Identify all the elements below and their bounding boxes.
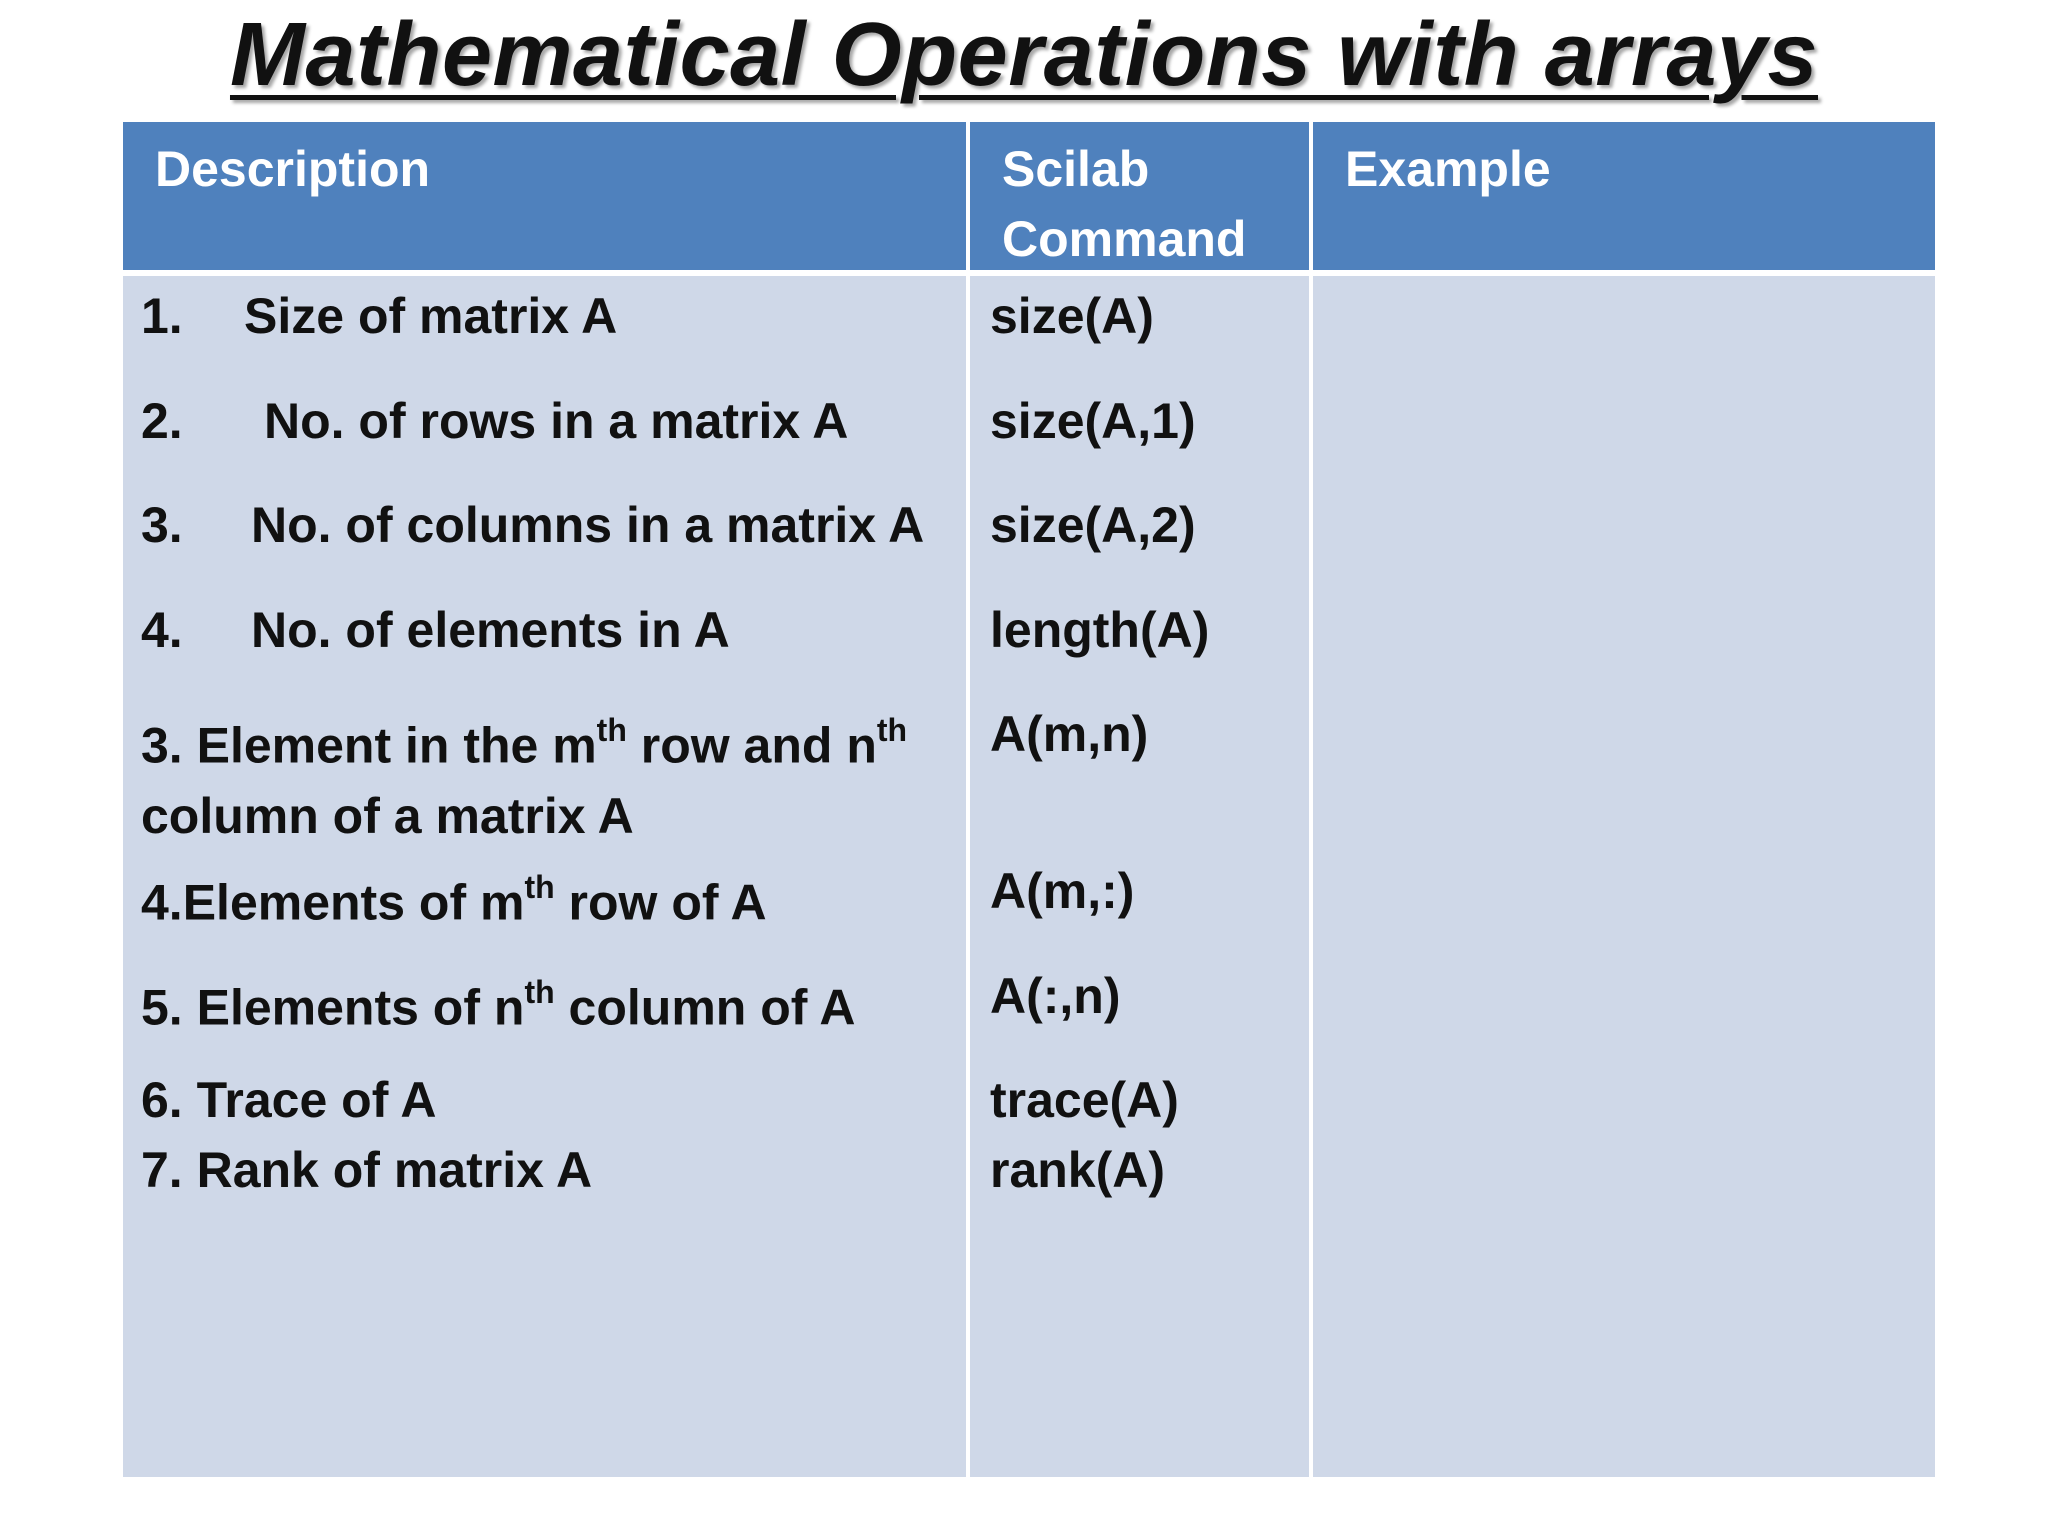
slide-title: Mathematical Operations with arrays (229, 5, 1819, 105)
example-column (1309, 276, 1935, 1477)
row-rows-description: 2. No. of rows in a matrix A (141, 393, 849, 449)
row-elements-description: 4. No. of elements in A (141, 602, 730, 658)
command-element-mn: A(m,n) (990, 706, 1149, 762)
header-command-line2: Command (1002, 211, 1247, 267)
command-length: length(A) (990, 602, 1210, 658)
row-size-description: 1. Size of matrix A (141, 288, 618, 344)
header-scilab-command (966, 122, 1309, 276)
description-column (123, 276, 966, 1477)
row-mth-row-description: 4.Elements of $m^{th}$ row of A (141, 869, 767, 931)
operations-table (123, 122, 1935, 1477)
row-element-mn-description: 3. Element in the $m^{th}$ row and $n^{th}$ column of a matrix A (141, 712, 908, 844)
header-example: Example (1309, 122, 1935, 276)
command-column (966, 276, 1309, 1477)
row-trace-description: 6. Trace of A (141, 1072, 437, 1128)
header-command-line1: Scilab (1002, 141, 1150, 197)
command-trace: trace(A) (990, 1072, 1179, 1128)
row-columns-description: 3. No. of columns in a matrix A (141, 497, 925, 553)
command-mth-row: A(m,:) (990, 863, 1135, 919)
command-rank: rank(A) (990, 1142, 1166, 1198)
row-rank-description: 7. Rank of matrix A (141, 1142, 593, 1198)
command-size: size(A) (990, 288, 1154, 344)
command-size-columns: size(A,2) (990, 497, 1196, 553)
header-description: Description (123, 122, 966, 276)
command-size-rows: size(A,1) (990, 393, 1196, 449)
row-nth-column-description: 5. Elements of $n^{th}$ column of A (141, 974, 856, 1036)
command-nth-column: A(:,n) (990, 968, 1121, 1024)
